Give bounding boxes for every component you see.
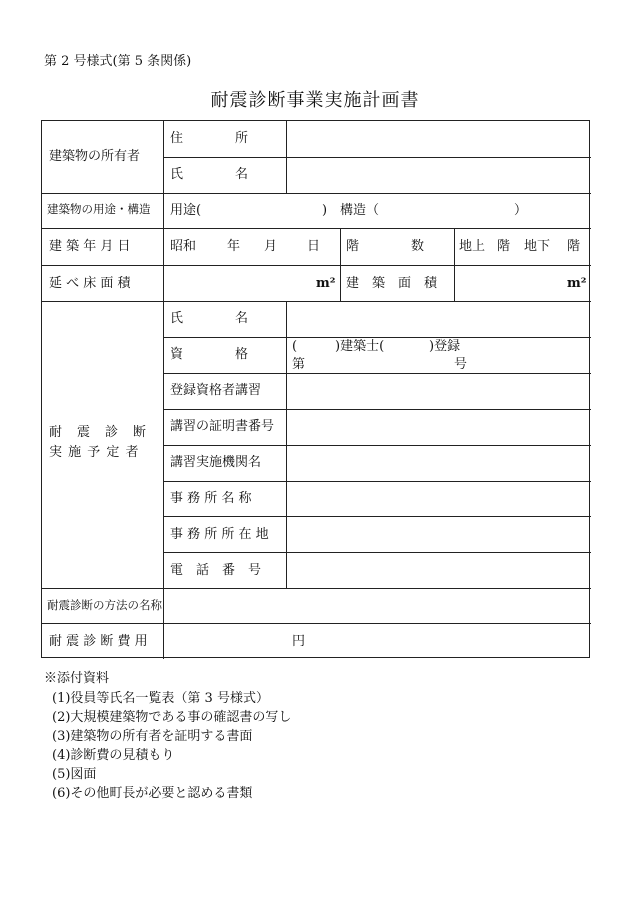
month-label: 月: [264, 239, 278, 254]
floors-label: 階 数: [346, 239, 425, 254]
day-label: 日: [307, 239, 321, 254]
attachment-item-5: (5)図面: [52, 767, 97, 782]
qual-paren-open: (: [292, 339, 298, 354]
year-label: 年: [227, 239, 241, 254]
qual-go: 号: [454, 357, 468, 372]
owner-name-label: 氏 名: [170, 167, 249, 182]
document-title: 耐震診断事業実施計画書: [210, 90, 420, 111]
era-label: 昭和: [170, 239, 197, 254]
floor-area-label: 延 べ 床 面 積: [49, 276, 131, 291]
registered-course-label: 登録資格者講習: [170, 383, 262, 398]
phone-label: 電 話 番 号: [170, 563, 262, 578]
qual-dai: 第: [292, 357, 306, 372]
structure-label: 構造（: [340, 203, 380, 218]
attachment-item-2: (2)大規模建築物である事の確認書の写し: [52, 710, 292, 725]
cost-unit: 円: [292, 634, 306, 649]
attachment-item-6: (6)その他町長が必要と認める書類: [52, 786, 253, 801]
floors-below-label: 地下: [524, 239, 551, 254]
course-org-label: 講習実施機関名: [170, 455, 262, 470]
floor-area-unit: m²: [316, 276, 336, 291]
floors-above-unit: 階: [497, 239, 511, 254]
structure-close-paren: ）: [514, 203, 528, 218]
qual-registered: )登録: [429, 339, 461, 354]
owner-address-label: 住 所: [170, 131, 249, 146]
form-number: 第 2 号様式(第 5 条関係): [44, 54, 192, 69]
cost-label: 耐 震 診 断 費 用: [49, 634, 148, 649]
building-area-label: 建 築 面 積: [346, 276, 438, 291]
attachment-item-4: (4)診断費の見積もり: [52, 748, 175, 763]
inspector-label-line2: 実 施 予 定 者: [49, 445, 140, 460]
owner-address-field[interactable]: [292, 127, 584, 153]
building-area-unit: m²: [567, 276, 587, 291]
office-address-label: 事 務 所 所 在 地: [170, 527, 269, 542]
attachment-item-1: (1)役員等氏名一覧表（第 3 号様式）: [52, 691, 269, 706]
office-name-label: 事 務 所 名 称: [170, 491, 252, 506]
use-label: 用途(: [170, 203, 202, 218]
qual-architect: )建築士(: [335, 339, 385, 354]
inspector-name-label: 氏 名: [170, 311, 249, 326]
attachment-item-3: (3)建築物の所有者を証明する書面: [52, 729, 253, 744]
certificate-number-label: 講習の証明書番号: [170, 419, 275, 434]
use-structure-label: 建築物の用途・構造: [47, 202, 151, 216]
inspector-label-line1: 耐 震 診 断: [49, 425, 148, 440]
qualification-label: 資 格: [170, 347, 249, 362]
owner-label: 建築物の所有者: [49, 149, 141, 164]
use-close-paren: ): [322, 203, 328, 218]
method-label: 耐震診断の方法の名称: [47, 598, 162, 612]
owner-name-field[interactable]: [292, 163, 584, 189]
attachments-heading: ※添付資料: [44, 671, 110, 686]
built-date-label: 建 築 年 月 日: [49, 239, 131, 254]
floors-below-unit: 階: [567, 239, 581, 254]
plan-form-table: [41, 120, 590, 658]
floors-above-label: 地上: [459, 239, 486, 254]
